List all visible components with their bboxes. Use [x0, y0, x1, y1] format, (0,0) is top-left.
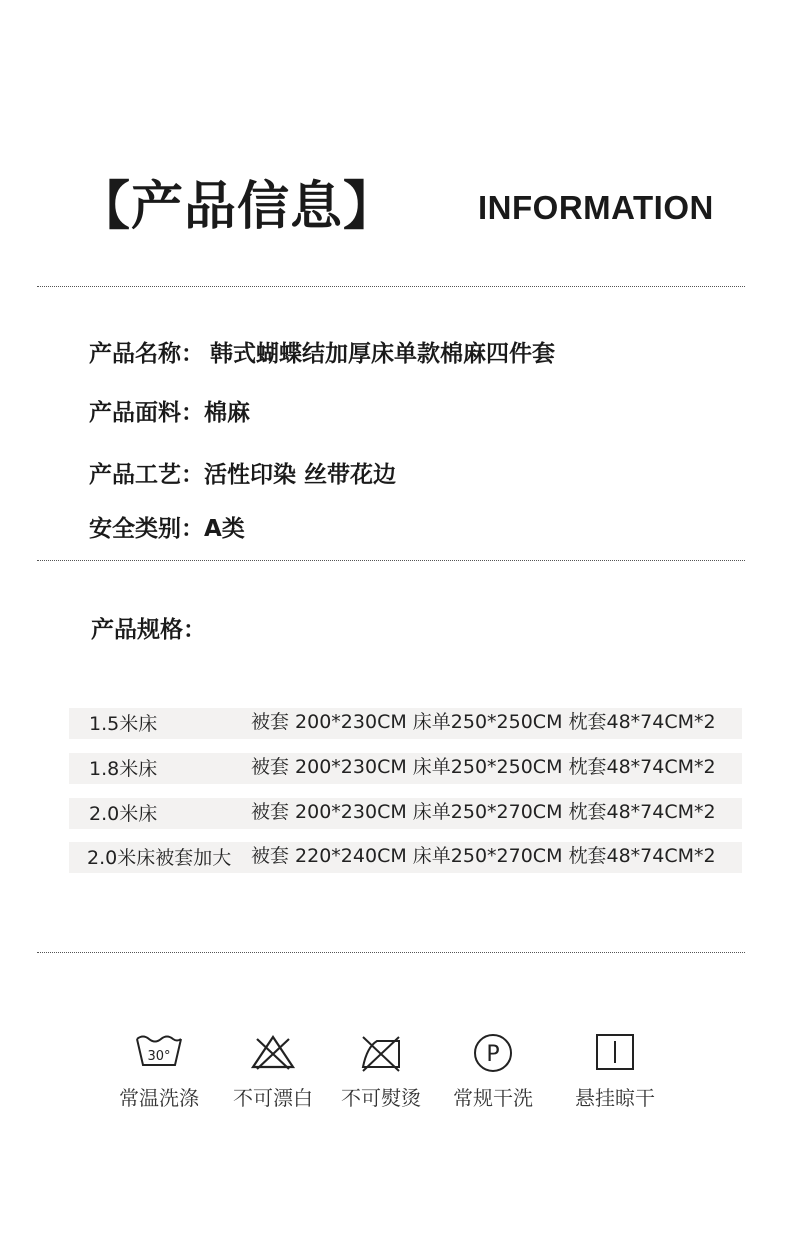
care-item-iron	[321, 1033, 441, 1123]
wash-temperature: 30°	[147, 1049, 171, 1064]
care-item-linedry	[555, 1033, 675, 1123]
page-title: 【产品信息】	[78, 177, 397, 237]
no-iron-icon	[357, 1033, 405, 1073]
care-item-bleach	[213, 1033, 333, 1123]
care-label: 不可漂白	[233, 1086, 313, 1110]
wash-30-icon	[135, 1033, 183, 1073]
info-product-name	[89, 339, 555, 369]
divider	[37, 952, 745, 953]
care-item-dryclean	[433, 1033, 553, 1123]
spec-size: 1.5米床	[89, 713, 158, 735]
care-item-wash	[99, 1033, 219, 1123]
spec-detail: 被套 200*230CM 床单250*250CM 枕套48*74CM*2	[251, 756, 716, 778]
info-value: A类	[204, 516, 245, 542]
divider	[37, 560, 745, 561]
spec-row	[69, 842, 742, 873]
spec-detail: 被套 200*230CM 床单250*250CM 枕套48*74CM*2	[251, 711, 716, 733]
info-value: 棉麻	[204, 400, 250, 426]
info-safety	[89, 514, 245, 544]
divider	[37, 286, 745, 287]
info-value: 活性印染 丝带花边	[204, 462, 397, 488]
info-value: 韩式蝴蝶结加厚床单款棉麻四件套	[210, 341, 555, 367]
info-label: 安全类别：	[89, 516, 204, 542]
info-label: 产品面料：	[89, 400, 204, 426]
info-craft	[89, 460, 396, 490]
spec-row	[69, 708, 742, 739]
dry-clean-letter: P	[486, 1042, 500, 1067]
care-label: 常温洗涤	[119, 1086, 199, 1110]
spec-detail: 被套 220*240CM 床单250*270CM 枕套48*74CM*2	[251, 845, 716, 867]
dry-clean-p-icon	[469, 1033, 517, 1073]
care-label: 常规干洗	[453, 1086, 533, 1110]
spec-row	[69, 753, 742, 784]
spec-heading: 产品规格：	[91, 617, 206, 643]
spec-size: 2.0米床	[89, 803, 158, 825]
page-title-english: INFORMATION	[478, 189, 714, 226]
no-bleach-icon	[249, 1033, 297, 1073]
info-fabric	[89, 398, 250, 428]
spec-detail: 被套 200*230CM 床单250*270CM 枕套48*74CM*2	[251, 801, 716, 823]
info-label: 产品名称：	[89, 341, 204, 367]
spec-row	[69, 798, 742, 829]
care-label: 悬挂晾干	[575, 1086, 655, 1110]
line-dry-icon	[591, 1033, 639, 1073]
care-label: 不可熨烫	[341, 1086, 421, 1110]
spec-size: 2.0米床被套加大	[87, 847, 232, 869]
info-label: 产品工艺：	[89, 462, 204, 488]
spec-size: 1.8米床	[89, 758, 158, 780]
